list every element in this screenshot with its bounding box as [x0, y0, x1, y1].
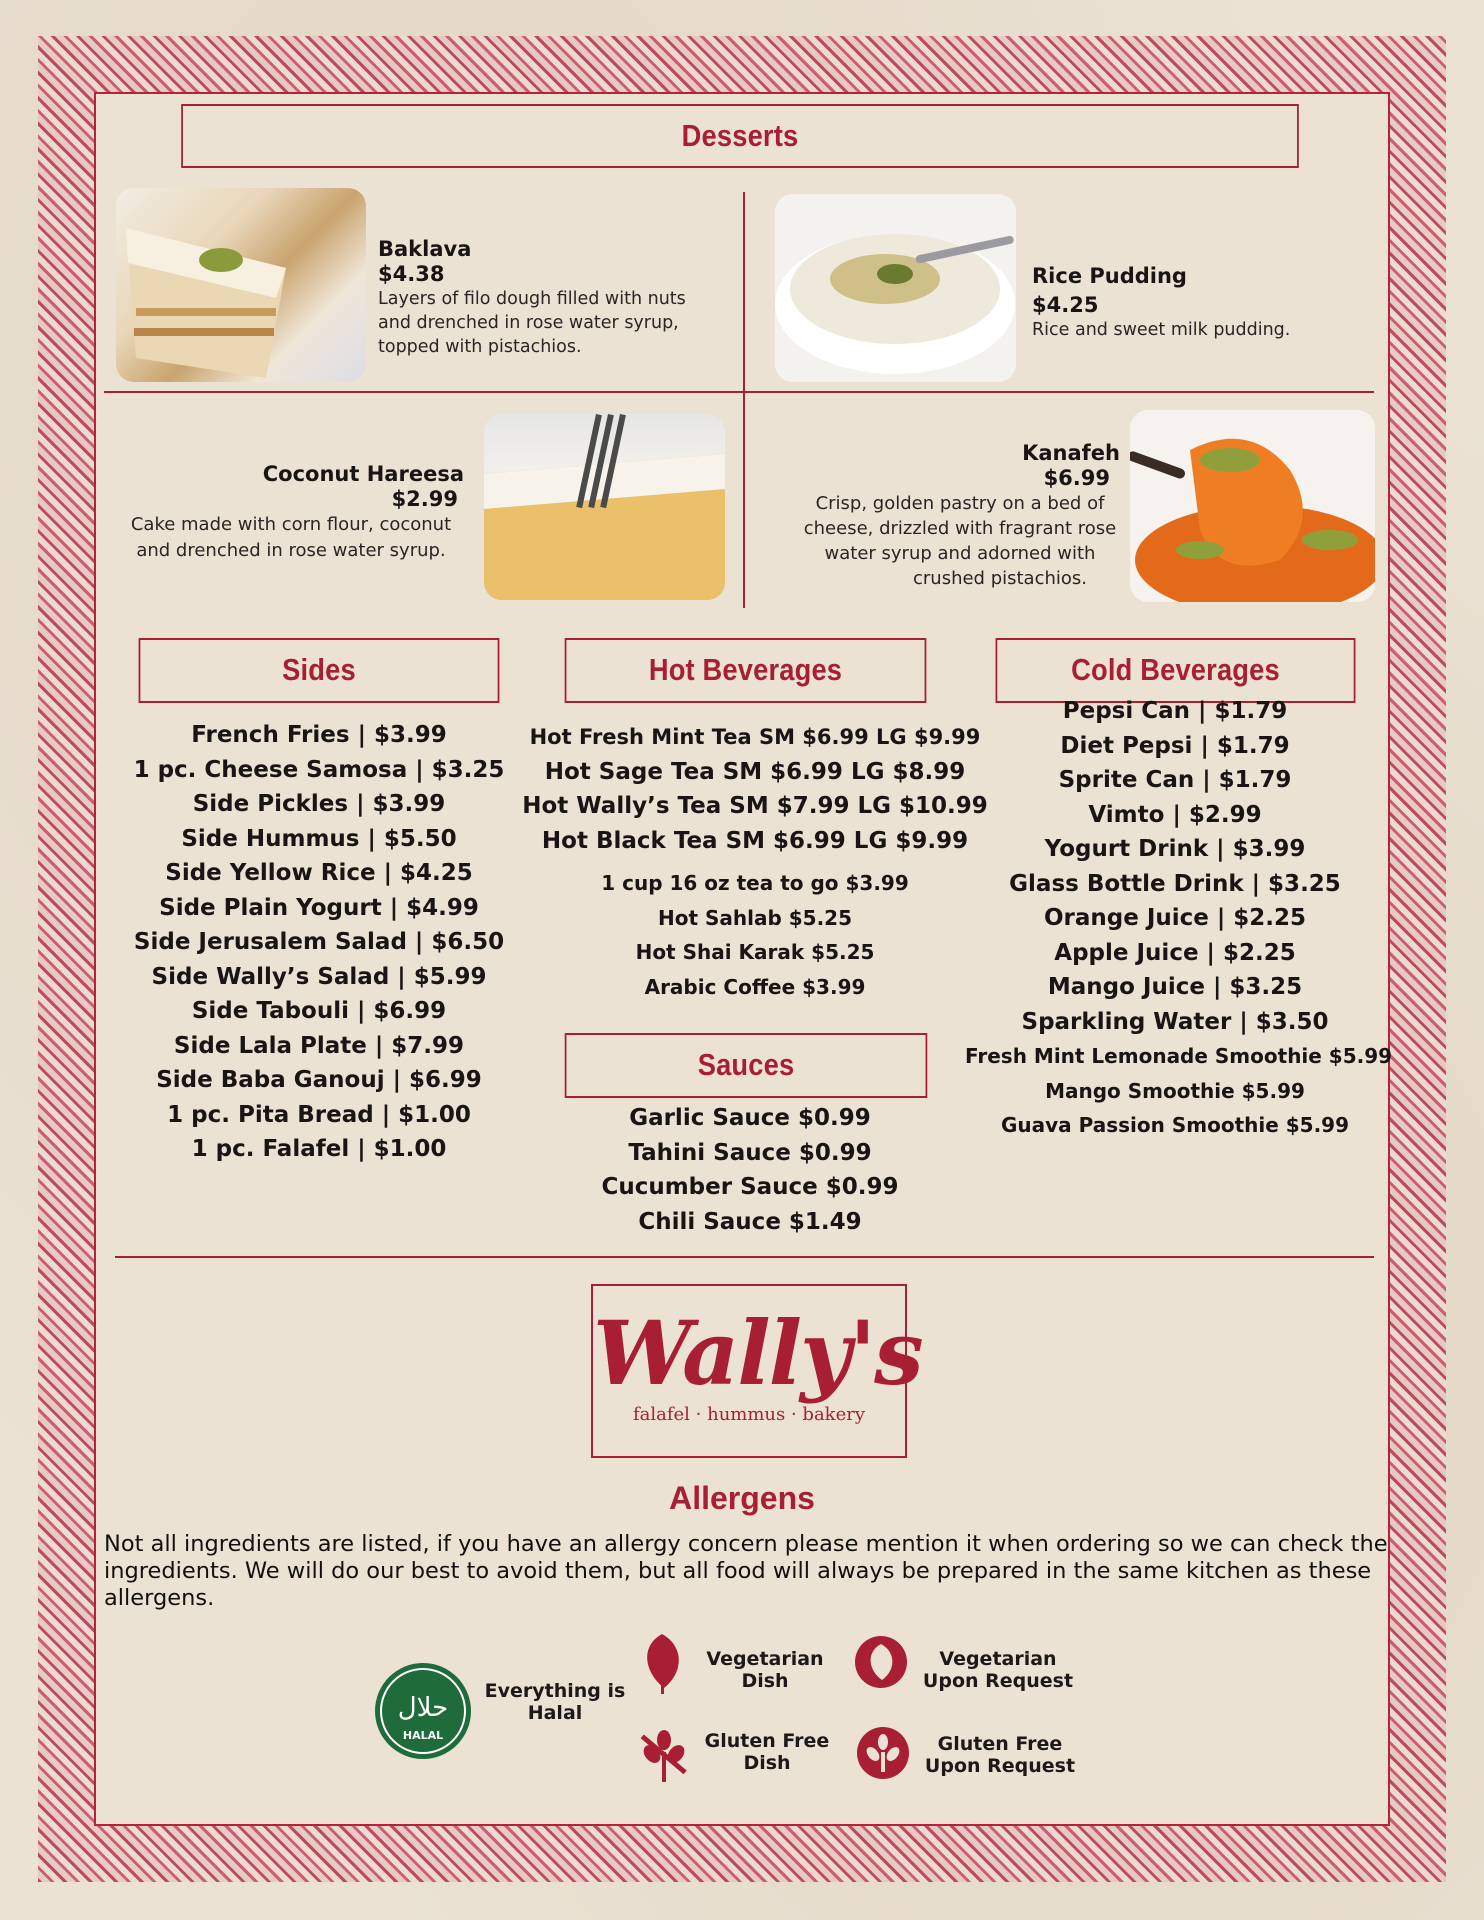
rice-pudding-price: $4.25 — [1032, 293, 1099, 317]
gluten-free-dish-label — [700, 1730, 834, 1774]
brand-name: Wally's — [593, 1301, 922, 1405]
list-item: Orange Juice | $2.25 — [1043, 905, 1307, 931]
label-line: Dish — [741, 1670, 789, 1692]
desserts-title: Desserts — [181, 104, 1299, 168]
hot-beverages-list — [520, 720, 990, 1004]
list-item: Diet Pepsi | $1.79 — [1060, 732, 1290, 759]
list-item: Mango Smoothie $5.99 — [1045, 1078, 1305, 1103]
baklava-item — [378, 237, 738, 359]
leaf-outline-icon — [852, 1632, 910, 1694]
list-item: Hot Sahlab $5.25 — [657, 905, 853, 930]
leaf-outline-graphic — [852, 1632, 910, 1694]
description-line: topped with pistachios. — [378, 337, 582, 357]
baklava-photo — [116, 188, 366, 382]
halal-badge-icon — [374, 1662, 472, 1760]
list-item: Pepsi Can | $1.79 — [1062, 698, 1288, 724]
list-item: Hot Black Tea SM $6.99 LG $9.99 — [541, 827, 969, 854]
description-line: and drenched in rose water syrup, — [378, 313, 679, 333]
wheat-crossed-icon — [636, 1726, 692, 1784]
list-item: Side Hummus | $5.50 — [181, 825, 457, 852]
kanafeh-description — [790, 491, 1130, 591]
vegetarian-request-label — [918, 1648, 1078, 1692]
description-line: Crisp, golden pastry on a bed of — [815, 493, 1105, 514]
sauces-title: Sauces — [565, 1033, 928, 1098]
list-item: Glass Bottle Drink | $3.25 — [1009, 870, 1341, 897]
brand-tagline: falafel · hummus · bakery — [632, 1404, 866, 1425]
list-item: French Fries | $3.99 — [191, 722, 447, 748]
label-line: Halal — [527, 1702, 583, 1724]
description-line: Cake made with corn flour, coconut — [130, 514, 452, 535]
allergens-title: Allergens — [669, 1480, 815, 1516]
list-item: Mango Juice | $3.25 — [1047, 974, 1303, 1000]
list-item: Apple Juice | $2.25 — [1054, 939, 1296, 966]
list-item: 1 pc. Falafel | $1.00 — [191, 1136, 447, 1162]
coconut-hareesa-photo — [484, 414, 725, 600]
hot-beverages-title: Hot Beverages — [565, 638, 927, 703]
kanafeh-photo — [1130, 410, 1375, 602]
list-item: Hot Shai Karak $5.25 — [635, 940, 875, 964]
list-item: Guava Passion Smoothie $5.99 — [1000, 1113, 1350, 1137]
halal-badge-graphic — [374, 1662, 472, 1760]
label-line: Vegetarian — [939, 1648, 1057, 1670]
kanafeh-item — [790, 441, 1130, 591]
coconut-hareesa-illustration — [484, 414, 725, 600]
label-line: Gluten Free — [937, 1733, 1063, 1755]
rice-pudding-name: Rice Pudding — [1032, 264, 1187, 288]
wheat-crossed-graphic — [636, 1726, 692, 1784]
coconut-hareesa-price: $2.99 — [391, 487, 458, 511]
sides-title: Sides — [139, 638, 500, 703]
sauces-list — [560, 1101, 940, 1239]
list-item: Side Plain Yogurt | $4.99 — [159, 894, 479, 921]
description-line: cheese, drizzled with fragrant rose — [803, 518, 1117, 539]
list-item: Side Pickles | $3.99 — [192, 791, 446, 817]
footer-divider — [115, 1256, 1374, 1258]
sides-list — [114, 718, 524, 1167]
list-item: Yogurt Drink | $3.99 — [1044, 836, 1306, 862]
list-item: Sprite Can | $1.79 — [1058, 767, 1292, 793]
baklava-name: Baklava — [378, 237, 472, 261]
list-item: Side Yellow Rice | $4.25 — [165, 860, 473, 886]
description-line: and drenched in rose water syrup. — [136, 540, 446, 561]
description-line: Rice and sweet milk pudding. — [1032, 320, 1291, 340]
halal-badge-label: HALAL — [402, 1729, 444, 1742]
label-line: Gluten Free — [704, 1730, 830, 1752]
description-line: Layers of filo dough filled with nuts — [378, 289, 686, 309]
list-item: 1 pc. Cheese Samosa | $3.25 — [133, 756, 505, 783]
baklava-illustration — [116, 188, 366, 382]
coconut-hareesa-description — [110, 512, 472, 564]
kanafeh-price: $6.99 — [1043, 466, 1110, 490]
list-item: Garlic Sauce $0.99 — [629, 1105, 871, 1131]
dessert-divider-vertical — [743, 192, 745, 608]
dessert-divider-horizontal — [104, 391, 1374, 393]
halal-label — [480, 1680, 630, 1724]
list-item: Chili Sauce $1.49 — [638, 1208, 862, 1235]
list-item: 1 cup 16 oz tea to go $3.99 — [601, 871, 909, 895]
label-line: Dish — [743, 1752, 791, 1774]
list-item: Hot Wally’s Tea SM $7.99 LG $10.99 — [522, 793, 988, 819]
list-item: Hot Sage Tea SM $6.99 LG $8.99 — [544, 758, 966, 785]
rice-pudding-item — [1032, 264, 1372, 342]
cold-beverages-list — [965, 694, 1393, 1143]
list-item: Side Wally’s Salad | $5.99 — [151, 963, 487, 990]
list-item: 1 pc. Pita Bread | $1.00 — [167, 1101, 471, 1128]
halal-arabic-text: حلال — [397, 1693, 449, 1723]
baklava-price: $4.38 — [378, 262, 445, 286]
brand-logo — [591, 1284, 922, 1458]
list-item: Fresh Mint Lemonade Smoothie $5.99 — [965, 1044, 1393, 1068]
list-item: Arabic Coffee $3.99 — [644, 974, 866, 999]
leaf-graphic — [640, 1632, 684, 1694]
label-line: Vegetarian — [706, 1648, 824, 1670]
description-line: crushed pistachios. — [912, 568, 1088, 589]
baklava-description — [378, 287, 738, 359]
description-line: water syrup and adorned with — [824, 543, 1096, 564]
allergens-text: Not all ingredients are listed, if you have an allergy concern please mention it when ordering so we can check the ingredients. We will do our best to avoid them, but all food will always be prepared in the same kitchen as these allergens. — [104, 1531, 1388, 1611]
list-item: Tahini Sauce $0.99 — [628, 1139, 872, 1166]
label-line: Upon Request — [922, 1670, 1074, 1692]
list-item: Side Baba Ganouj | $6.99 — [156, 1067, 482, 1093]
rice-pudding-illustration — [775, 194, 1016, 382]
list-item: Hot Fresh Mint Tea SM $6.99 LG $9.99 — [529, 725, 981, 749]
list-item: Vimto | $2.99 — [1088, 801, 1262, 828]
rice-pudding-photo — [775, 194, 1016, 382]
list-item: Cucumber Sauce $0.99 — [601, 1174, 899, 1200]
list-item: Sparkling Water | $3.50 — [1021, 1008, 1329, 1035]
label-line: Everything is — [484, 1680, 626, 1702]
kanafeh-illustration — [1130, 410, 1375, 602]
list-item: Side Jerusalem Salad | $6.50 — [133, 929, 505, 955]
list-item: Side Tabouli | $6.99 — [191, 998, 447, 1024]
cold-beverages-title: Cold Beverages — [996, 638, 1356, 703]
gluten-free-request-label — [920, 1733, 1080, 1777]
spacer — [520, 858, 990, 866]
coconut-hareesa-item — [110, 462, 472, 564]
label-line: Upon Request — [924, 1755, 1076, 1777]
kanafeh-name: Kanafeh — [1022, 441, 1120, 465]
vegetarian-dish-label — [700, 1648, 830, 1692]
leaf-icon — [640, 1632, 684, 1694]
coconut-hareesa-name: Coconut Hareesa — [262, 462, 464, 486]
wheat-circle-graphic — [854, 1724, 912, 1782]
rice-pudding-description — [1032, 318, 1372, 342]
list-item: Side Lala Plate | $7.99 — [173, 1032, 465, 1059]
wheat-circle-icon — [854, 1724, 912, 1782]
